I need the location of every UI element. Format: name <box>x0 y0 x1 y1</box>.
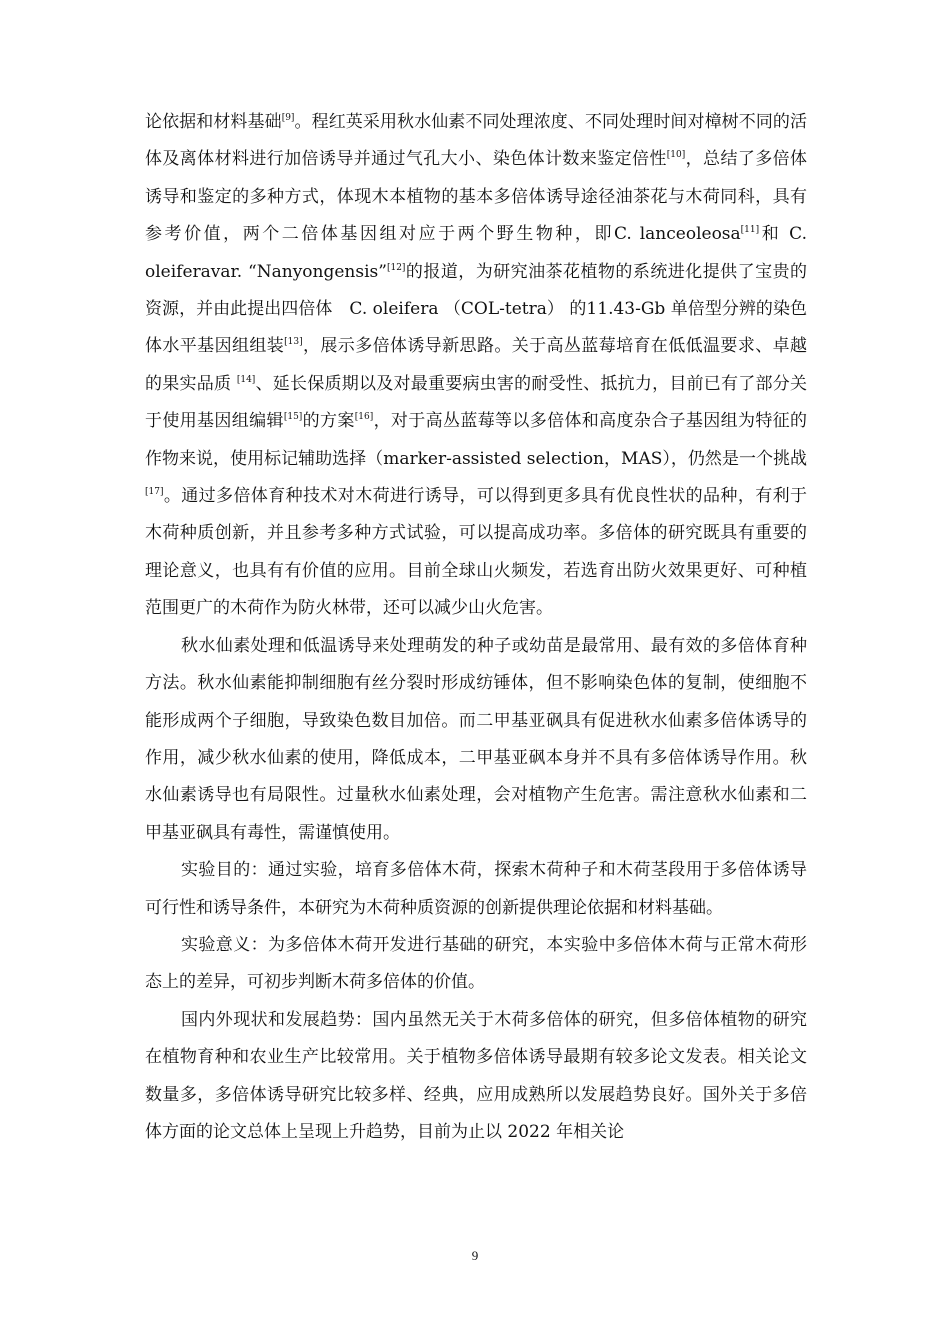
citation-reference: [13] <box>284 337 303 348</box>
paragraph <box>145 104 807 628</box>
text-run: 的报道，为研究油茶花植物的系统进化提供了宝贵的资源，并由此提出四倍体 C. oleifera （COL-tetra） 的11.43-Gb 单倍型分辨的染色体水平基因组组装 <box>145 261 808 357</box>
paragraph <box>145 852 807 927</box>
citation-reference: [12] <box>386 262 406 273</box>
text-run: ，总结了多倍体诱导和鉴定的多种方式，体现木本植物的基本多倍体诱导途径油茶花与木荷同科，具有参考价值，两个二倍体基因组对应于两个野生物种，即C. lanceoleosa <box>145 149 808 245</box>
citation-reference: [15] <box>283 412 303 423</box>
text-run: 、延长保质期以及对最重要病虫害的耐受性、抵抗力，目前已有了部分关于使用基因组编辑 <box>145 373 807 432</box>
text-run: 和 C. oleiferavar. “Nanyongensis” <box>145 224 807 282</box>
text-run: 。通过多倍体育种技术对木荷进行诱导，可以得到更多具有优良性状的品种，有利于木荷种质创新，并且参考多种方式试验，可以提高成功率。多倍体的研究既具有重要的理论意义，也具有有价值的应用。目前全球山火频发，若选育出防火效果更好、可种植范围更广的木荷作为防火林带，还可以减少山火危害。 <box>145 486 807 619</box>
citation-reference: [11] <box>740 225 760 236</box>
page-number: 9 <box>471 1248 479 1263</box>
text-run: 秋水仙素处理和低温诱导来处理萌发的种子或幼苗是最常用、最有效的多倍体育种方法。秋水仙素能抑制细胞有丝分裂时形成纺锤体，但不影响染色体的复制，使细胞不能形成两个子细胞，导致染色数目加倍。而二甲基亚砜具有促进秋水仙素多倍体诱导的作用，减少秋水仙素的使用，降低成本，二甲基亚砜本身并不具有多倍体诱导作用。秋水仙素诱导也有局限性。过量秋水仙素处理，会对植物产生危害。需注意秋水仙素和二甲基亚砜具有毒性，需谨慎使用。 <box>145 635 807 843</box>
text-run: 的方案 <box>302 411 355 432</box>
body-text <box>145 104 807 1151</box>
citation-reference: [14] <box>236 374 256 385</box>
citation-reference: [10] <box>666 150 686 161</box>
paragraph <box>145 628 807 852</box>
citation-reference: [16] <box>354 412 374 423</box>
text-run: 。程红英采用秋水仙素不同处理浓度、不同处理时间对樟树不同的活体及离体材料进行加倍诱导并通过气孔大小、染色体计数来鉴定倍性 <box>145 112 808 170</box>
citation-reference: [17] <box>145 487 164 498</box>
text-run: 实验意义：为多倍体木荷开发进行基础的研究，本实验中多倍体木荷与正常木荷形态上的差异，可初步判断木荷多倍体的价值。 <box>145 934 807 993</box>
text-run: ，展示多倍体诱导新思路。关于高丛蓝莓培育在低低温要求、卓越的果实品质 <box>145 336 808 394</box>
citation-reference: [9] <box>281 113 295 123</box>
text-run: 国内外现状和发展趋势：国内虽然无关于木荷多倍体的研究，但多倍体植物的研究在植物育种和农业生产比较常用。关于植物多倍体诱导最期有较多论文发表。相关论文数量多，多倍体诱导研究比较多样、经典，应用成熟所以发展趋势良好。国外关于多倍体方面的论文总体上呈现上升趋势，目前为止以 2022 年相关论 <box>145 1009 807 1142</box>
paragraph <box>145 927 807 1002</box>
text-run: 实验目的：通过实验，培育多倍体木荷，探索木荷种子和木荷茎段用于多倍体诱导可行性和诱导条件，本研究为木荷种质资源的创新提供理论依据和材料基础。 <box>145 860 807 918</box>
paragraph <box>145 1002 807 1152</box>
text-run: 论依据和材料基础 <box>145 112 282 132</box>
text-run: ，对于高丛蓝莓等以多倍体和高度杂合子基因组为特征的作物来说，使用标记辅助选择（marker-assisted selection，MAS），仍然是一个挑战 <box>145 411 808 469</box>
